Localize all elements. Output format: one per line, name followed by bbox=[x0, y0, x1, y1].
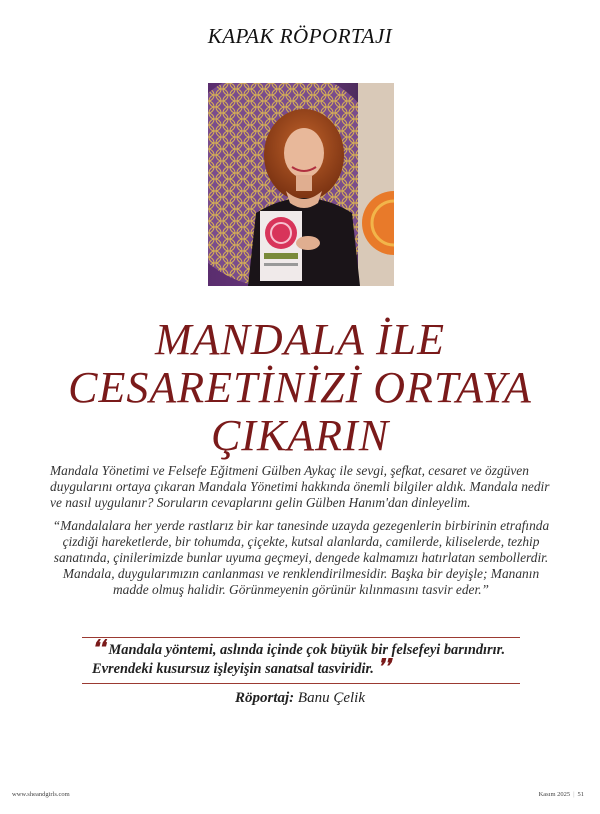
section-title: KAPAK RÖPORTAJI bbox=[207, 24, 393, 48]
byline-label: Röportaj: bbox=[234, 690, 295, 706]
footer-issue: Kasım 2025 bbox=[538, 791, 571, 798]
footer-separator: | bbox=[573, 791, 575, 798]
close-quote-icon: ❜❜ bbox=[377, 655, 391, 678]
byline-name: Banu Çelik bbox=[297, 690, 365, 706]
footer-website: www.sheandgirls.com bbox=[12, 791, 70, 798]
cover-photo-illustration bbox=[208, 83, 394, 286]
byline bbox=[0, 690, 600, 707]
cover-photo bbox=[208, 83, 394, 286]
open-quote-icon: ❛❛ bbox=[92, 637, 105, 659]
footer-issue-info bbox=[539, 791, 584, 798]
headline bbox=[0, 316, 600, 460]
pull-quote-top-rule bbox=[82, 637, 520, 638]
headline-line-3: ÇIKARIN bbox=[210, 411, 390, 460]
pull-quote-text: Mandala yöntemi, aslında içinde çok büyük bir felsefeyi barındırır. Evrendeki kusursuz işleyişin sanatsal tasviridir. bbox=[92, 642, 506, 677]
pull-quote bbox=[92, 637, 516, 678]
pull-quote-bottom-rule bbox=[82, 683, 520, 684]
footer-page-number: 51 bbox=[577, 791, 584, 798]
quote-paragraph: “Mandalalara her yerde rastlarız bir kar tanesinde uzayda gezegenlerin birbirinin etrafında çizdiği hareketlerde, bir tohumda, çiçekte, kutsal alanlarda, camilerde, kiliselerde, tezhip sanatında, çinilerimizde bunlar uyuma geçmeyi, dengede kalmamızı hatırlatan sembollerdir. Mandala, duygularımızın canlanması ve renklendirilmesidir. Başka bir deyişle; Mananın madde olmuş halidir. Görünmeyenin görünür kılınmasını tasvir eder.” bbox=[52, 518, 550, 597]
headline-line-1: MANDALA İLE bbox=[154, 315, 446, 364]
intro-paragraph: Mandala Yönetimi ve Felsefe Eğitmeni Gülben Aykaç ile sevgi, şefkat, cesaret ve özgüven duygularını ortaya çıkaran Mandala Yönetimi hakkında önemli bilgiler aldık. Mandala nedir ve nasıl uygulanır? Soruların cevaplarını gelin Gülben Hanım'dan dinleyelim. bbox=[50, 463, 550, 510]
headline-line-2: CESARETİNİZİ ORTAYA bbox=[68, 363, 532, 412]
